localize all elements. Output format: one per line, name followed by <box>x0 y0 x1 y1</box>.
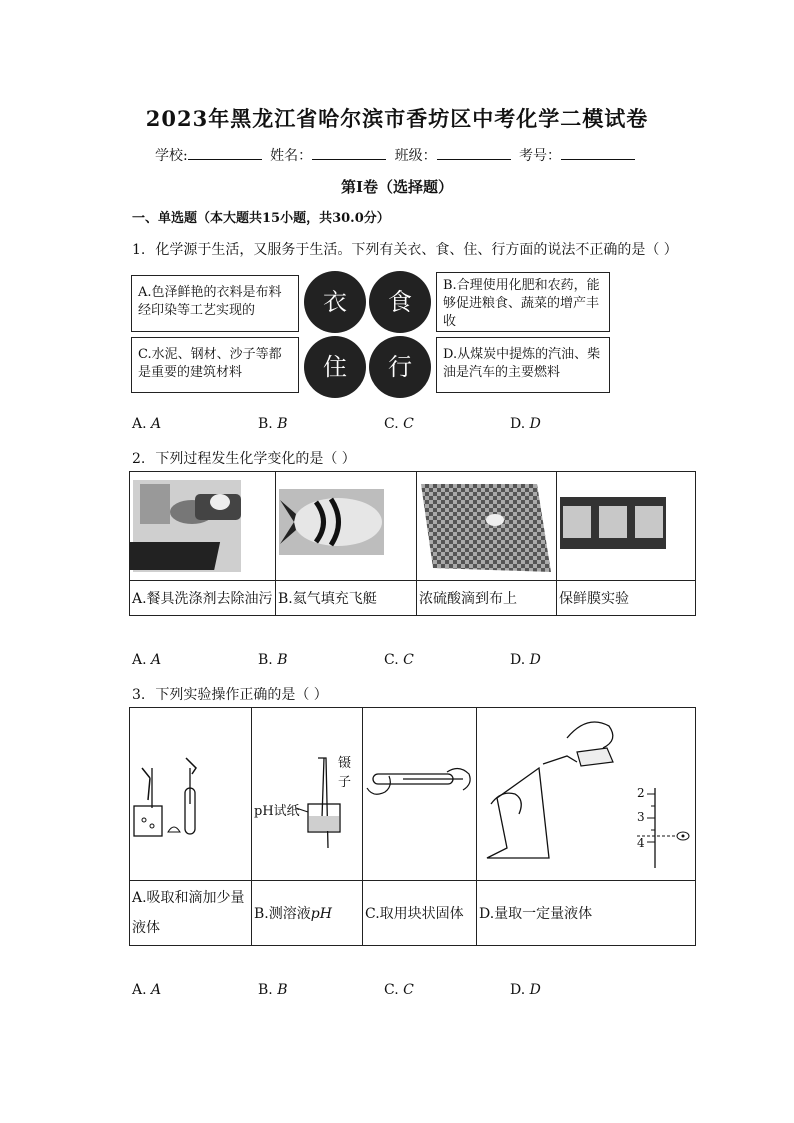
q3-figure-c <box>363 708 477 881</box>
question-text: 化学源于生活，又服务于生活。下列有关衣、食、住、行方面的说法不正确的是（ ） <box>155 242 678 258</box>
question-text: 下列实验操作正确的是（ ） <box>155 687 328 703</box>
ph-paper-label: pH试纸 <box>254 804 300 819</box>
scale-mark-3: 3 <box>637 810 645 824</box>
circle-housing: 住 <box>304 336 366 398</box>
circle-food: 食 <box>369 271 431 333</box>
q2-options <box>132 652 652 668</box>
q3-caption-a: A.吸取和滴加少量液体 <box>130 881 252 946</box>
question-1-stem <box>132 239 678 259</box>
question-number: 3. <box>132 687 146 703</box>
solid-sampling-drawing <box>363 708 476 876</box>
option-c[interactable]: C. C <box>384 652 414 668</box>
circle-transport: 行 <box>369 336 431 398</box>
option-a[interactable]: A. A <box>132 416 162 432</box>
option-a[interactable]: A. A <box>132 652 162 668</box>
q1-box-d: D.从煤炭中提炼的汽油、柴油是汽车的主要燃料 <box>436 337 610 393</box>
question-text: 下列过程发生化学变化的是（ ） <box>155 451 356 467</box>
option-b[interactable]: B. B <box>258 982 288 998</box>
option-d[interactable]: D. D <box>510 416 541 432</box>
exam-no-blank <box>561 159 635 160</box>
q2-caption-b: B.氦气填充飞艇 <box>276 581 417 616</box>
question-2-stem <box>132 448 356 468</box>
option-c[interactable]: C. C <box>384 416 414 432</box>
circle-clothing: 衣 <box>304 271 366 333</box>
q1-options <box>132 416 652 432</box>
option-d[interactable]: D. D <box>510 652 541 668</box>
school-blank <box>188 159 262 160</box>
cylinder-reading-drawing <box>477 708 695 876</box>
q2-caption-a: A.餐具洗涤剂去除油污 <box>130 581 276 616</box>
q2-caption-d: 保鲜膜实验 <box>557 581 696 616</box>
volume-title: 第I卷（选择题） <box>340 178 454 196</box>
scale-mark-2: 2 <box>637 786 645 800</box>
name-blank <box>312 159 386 160</box>
student-info-line <box>0 145 794 165</box>
scale-mark-4: 4 <box>637 836 645 850</box>
q3-figure-table <box>129 707 696 946</box>
q3-figure-a <box>130 708 252 881</box>
q1-box-c: C.水泥、钢材、沙子等都是重要的建筑材料 <box>131 337 299 393</box>
option-b[interactable]: B. B <box>258 416 288 432</box>
q3-options <box>132 982 652 998</box>
option-a[interactable]: A. A <box>132 982 162 998</box>
option-b[interactable]: B. B <box>258 652 288 668</box>
class-label: 班级： <box>394 148 437 164</box>
q3-caption-d: D.量取一定量液体 <box>477 881 696 946</box>
dropper-drawing <box>130 708 251 876</box>
school-label: 学校: <box>154 148 188 164</box>
cloth-photo <box>417 472 556 576</box>
q2-photo-d <box>557 472 696 581</box>
q2-caption-c: 浓硫酸滴到布上 <box>417 581 557 616</box>
question-3-stem <box>132 684 328 704</box>
airship-photo <box>276 472 416 576</box>
question-number: 2. <box>132 451 146 467</box>
film-experiment-photo <box>557 472 695 576</box>
exam-no-label: 考号： <box>519 148 562 164</box>
tweezers-label: 镊子 <box>338 756 352 790</box>
q2-photo-a <box>130 472 276 581</box>
question-number: 1. <box>132 242 146 258</box>
option-d[interactable]: D. D <box>510 982 541 998</box>
class-blank <box>437 159 511 160</box>
q2-figure-table <box>129 471 696 616</box>
ph-test-drawing <box>252 708 362 876</box>
page-title: 2023年黑龙江省哈尔滨市香坊区中考化学二模试卷 <box>145 106 649 131</box>
option-c[interactable]: C. C <box>384 982 414 998</box>
detergent-photo <box>130 472 275 576</box>
q2-photo-c <box>417 472 557 581</box>
q3-figure-d <box>477 708 696 881</box>
q3-caption-b: B.测溶液pH <box>252 881 363 946</box>
q2-photo-b <box>276 472 417 581</box>
q1-box-a: A.色泽鲜艳的衣料是布料经印染等工艺实现的 <box>131 275 299 332</box>
q3-figure-b <box>252 708 363 881</box>
q3-caption-c: C.取用块状固体 <box>363 881 477 946</box>
section-title: 一、单选题（本大题共15小题，共30.0分） <box>132 211 390 226</box>
name-label: 姓名： <box>270 148 313 164</box>
q1-box-b: B.合理使用化肥和农药，能够促进粮食、蔬菜的增产丰收 <box>436 272 610 332</box>
